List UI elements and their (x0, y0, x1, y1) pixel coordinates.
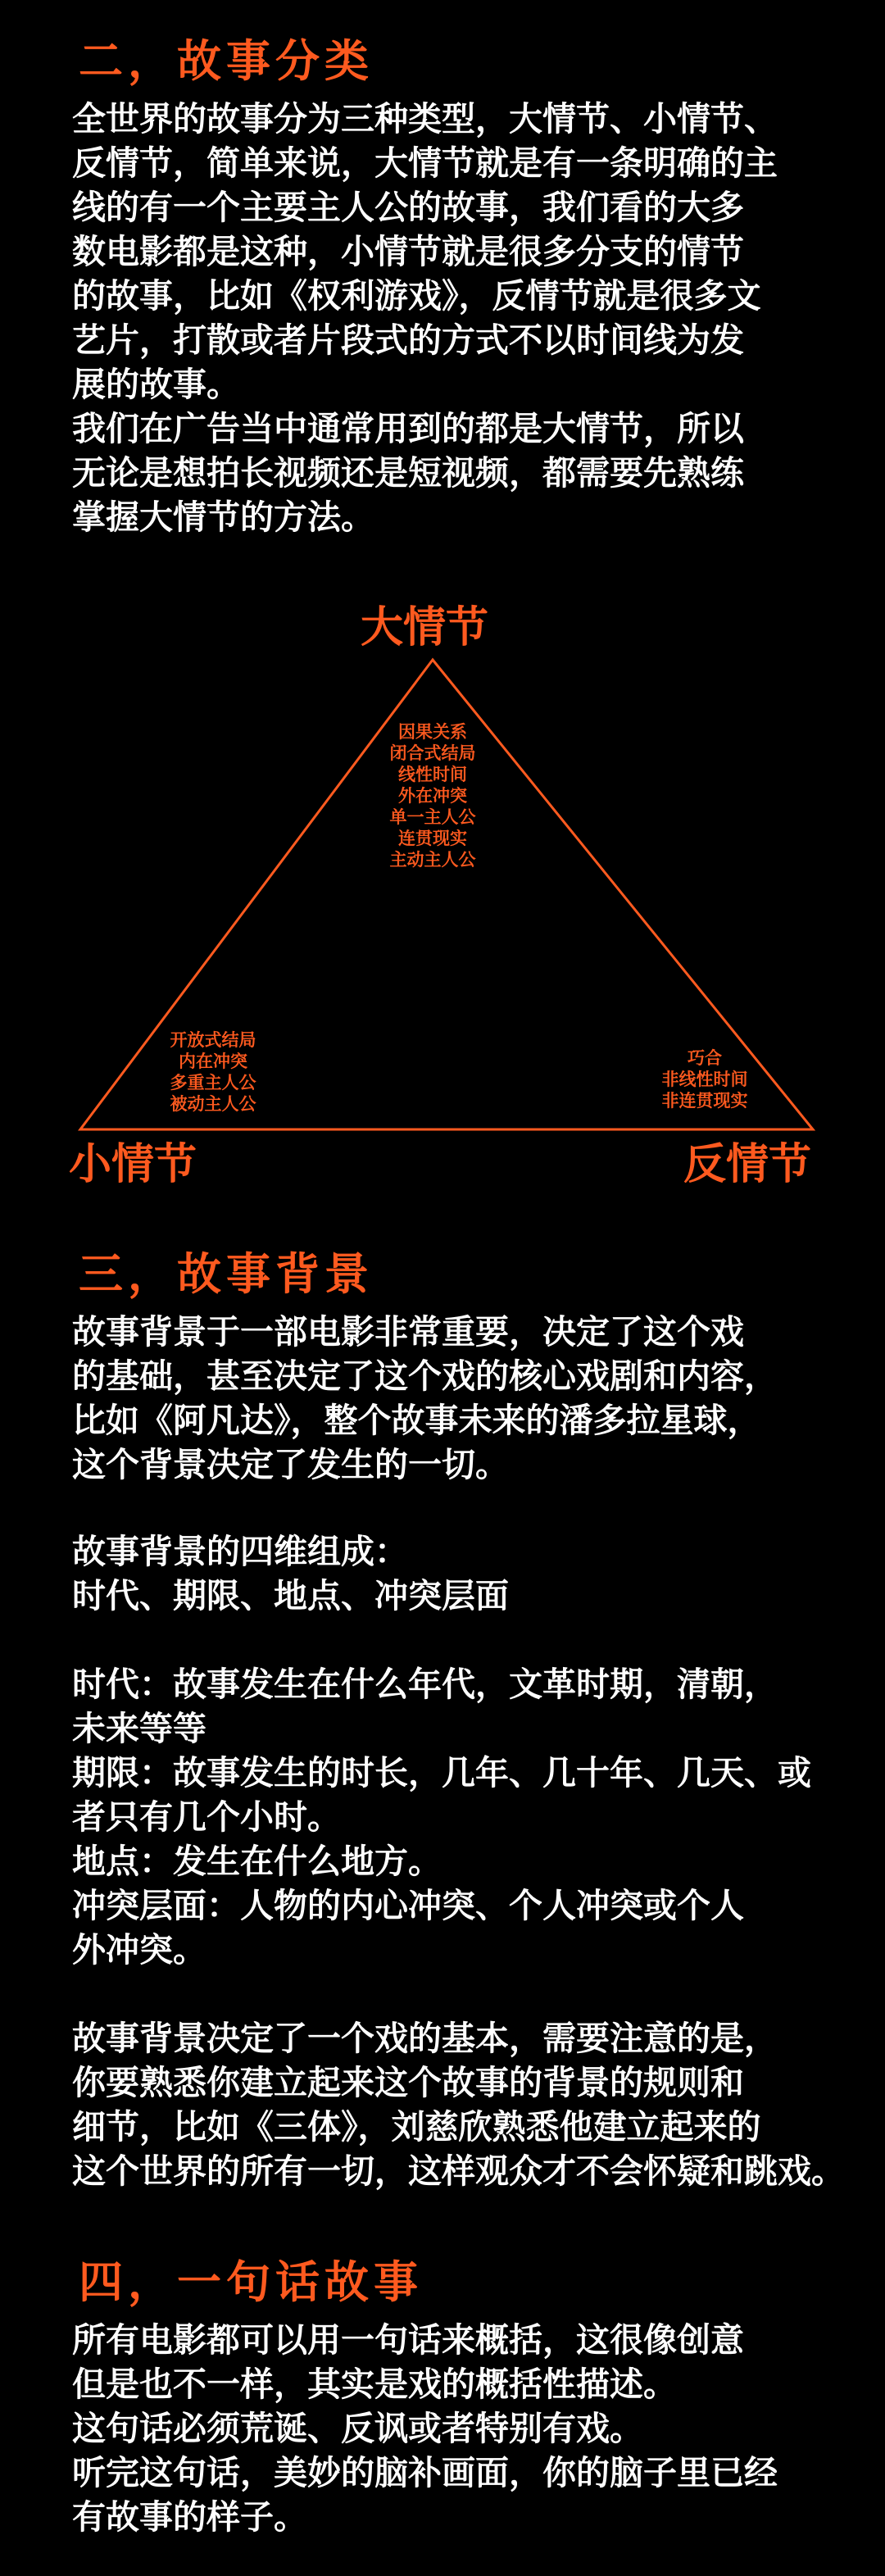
attribute-item: 开放式结局 (170, 1030, 256, 1050)
attribute-item: 内在冲突 (179, 1052, 247, 1071)
attribute-item: 外在冲突 (398, 786, 467, 806)
text-line: 艺片，打散或者片段式的方式不以时间线为发 (72, 320, 744, 360)
text-line: 的基础，甚至决定了这个戏的核心戏剧和内容， (72, 1356, 778, 1396)
text-line: 的故事，比如《权利游戏》，反情节就是很多文 (72, 276, 761, 316)
attribute-item: 线性时间 (398, 765, 467, 784)
text-line: 反情节，简单来说，大情节就是有一条明确的主 (72, 143, 778, 183)
text-line: 所有电影都可以用一句话来概括，这很像创意 (72, 2320, 744, 2360)
text-line: 故事背景的四维组成： (72, 1532, 408, 1571)
background-paragraph-2 (72, 1529, 826, 1618)
text-line: 冲突层面：人物的内心冲突、个人冲突或个人 (72, 1886, 744, 1925)
small-plot-attributes (148, 1029, 279, 1115)
attribute-item: 巧合 (688, 1048, 722, 1068)
section-title-background: 三，故事背景 (79, 1248, 374, 1300)
text-line: 外冲突。 (72, 1930, 206, 1969)
text-line: 数电影都是这种，小情节就是很多分支的情节 (72, 232, 744, 271)
attribute-item: 因果关系 (398, 722, 467, 742)
background-paragraph-1 (72, 1310, 826, 1487)
attribute-item: 单一主人公 (389, 807, 476, 827)
attribute-item: 被动主人公 (170, 1094, 256, 1114)
big-plot-attributes (359, 721, 506, 870)
text-line: 这句话必须荒诞、反讽或者特别有戏。 (72, 2409, 643, 2448)
text-line: 者只有几个小时。 (72, 1797, 341, 1837)
text-line: 这个背景决定了发生的一切。 (72, 1445, 509, 1484)
attribute-item: 非线性时间 (661, 1070, 748, 1089)
triangle-label-top: 大情节 (361, 603, 489, 652)
text-line: 展的故事。 (72, 365, 240, 404)
text-line: 无论是想拍长视频还是短视频，都需要先熟练 (72, 453, 744, 493)
text-line: 全世界的故事分为三种类型，大情节、小情节、 (72, 99, 778, 139)
text-line: 比如《阿凡达》，整个故事未来的潘多拉星球， (72, 1401, 761, 1440)
text-line: 期限：故事发生的时长，几年、几十年、几天、或 (72, 1753, 811, 1792)
background-paragraph-3 (72, 1662, 826, 1972)
triangle-label-left: 小情节 (69, 1140, 197, 1189)
background-paragraph-4 (72, 2016, 845, 2193)
attribute-item: 连贯现实 (398, 829, 467, 848)
text-line: 听完这句话，美妙的脑补画面，你的脑子里已经 (72, 2453, 778, 2492)
text-line: 我们在广告当中通常用到的都是大情节，所以 (72, 409, 744, 448)
attribute-item: 主动主人公 (389, 850, 476, 870)
oneliner-paragraph-1 (72, 2318, 826, 2539)
attribute-item: 非连贯现实 (661, 1091, 748, 1111)
text-line: 未来等等 (72, 1709, 206, 1748)
attribute-item: 闭合式结局 (389, 743, 476, 763)
text-line: 时代、期限、地点、冲突层面 (72, 1576, 509, 1615)
anti-plot-attributes (647, 1047, 762, 1111)
text-line: 时代：故事发生在什么年代，文革时期，清朝， (72, 1665, 778, 1704)
text-line: 细节，比如《三体》，刘慈欣熟悉他建立起来的 (72, 2107, 761, 2147)
attribute-item: 多重主人公 (170, 1073, 256, 1093)
text-line: 故事背景于一部电影非常重要，决定了这个戏 (72, 1312, 744, 1352)
text-line: 线的有一个主要主人公的故事，我们看的大多 (72, 188, 744, 227)
text-line: 这个世界的所有一切，这样观众才不会怀疑和跳戏。 (72, 2151, 845, 2191)
section-title-oneliner: 四，一句话故事 (79, 2256, 423, 2308)
section-title-classification: 二，故事分类 (79, 35, 374, 87)
text-line: 掌握大情节的方法。 (72, 497, 374, 537)
text-line: 有故事的样子。 (72, 2497, 307, 2537)
text-line: 故事背景决定了一个戏的基本，需要注意的是， (72, 2019, 778, 2058)
text-line: 你要熟悉你建立起来这个故事的背景的规则和 (72, 2063, 744, 2102)
text-line: 地点：发生在什么地方。 (72, 1842, 442, 1881)
text-line: 但是也不一样，其实是戏的概括性描述。 (72, 2365, 677, 2404)
triangle-label-right: 反情节 (683, 1140, 812, 1189)
